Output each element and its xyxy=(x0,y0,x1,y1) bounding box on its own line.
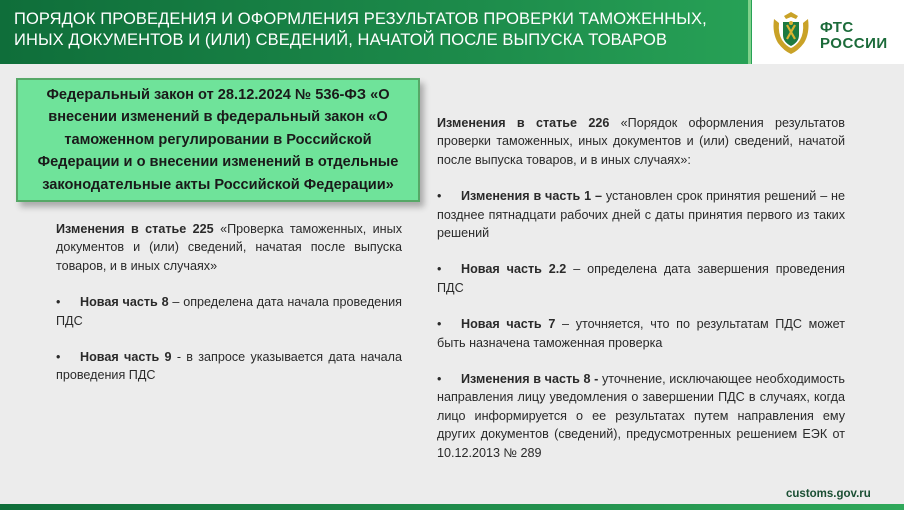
list-item-text: – уточняется, что по результатам ПДС может быть назначена таможенная проверка xyxy=(437,317,845,350)
list-item xyxy=(437,187,845,242)
article-225-intro xyxy=(56,220,402,275)
header-banner xyxy=(0,0,752,64)
bullet: • xyxy=(56,350,61,365)
list-item-heading: Изменения в часть 8 - xyxy=(461,372,599,387)
logo-text xyxy=(820,20,888,52)
fts-logo xyxy=(752,0,904,64)
article-226-section xyxy=(437,114,845,462)
bullet: • xyxy=(437,189,442,204)
list-item-heading: Новая часть 7 xyxy=(461,317,556,332)
logo-line-2: РОССИИ xyxy=(820,35,888,52)
article-226-intro xyxy=(437,114,845,169)
list-item xyxy=(437,370,845,462)
bullet: • xyxy=(437,262,442,277)
page-title: ПОРЯДОК ПРОВЕДЕНИЯ И ОФОРМЛЕНИЯ РЕЗУЛЬТАТОВ ПРОВЕРКИ ТАМОЖЕННЫХ, ИНЫХ ДОКУМЕНТОВ И (ИЛИ) СВЕДЕНИЙ, НАЧАТОЙ ПОСЛЕ ВЫПУСКА ТОВАРОВ xyxy=(14,10,707,49)
list-item xyxy=(56,348,402,385)
article-226-heading: Изменения в статье 226 xyxy=(437,116,610,130)
footer-bar xyxy=(0,504,904,510)
law-title-box xyxy=(16,78,420,202)
logo-line-1: ФТС xyxy=(820,19,854,36)
bullet: • xyxy=(437,372,442,387)
list-item-text: - в запросе указывается дата начала проведения ПДС xyxy=(56,350,402,383)
fts-emblem-icon xyxy=(770,9,812,55)
list-item xyxy=(437,260,845,297)
list-item xyxy=(56,293,402,330)
list-item-text: – определена дата завершения проведения ПДС xyxy=(437,262,845,295)
article-226-description: «Порядок оформления результатов проверки таможенных, иных документов и (или) сведений, начатой после выпуска товаров, и в иных случаях»: xyxy=(437,116,845,167)
list-item-heading: Новая часть 9 xyxy=(80,350,172,365)
list-item-heading: Изменения в часть 1 – xyxy=(461,189,602,204)
list-item-text: установлен срок принятия решений – не позднее пятнадцати рабочих дней с даты принятия первого из таких решений xyxy=(437,189,845,241)
header-divider xyxy=(748,0,751,64)
list-item-text: уточнение, исключающее необходимость направления лицу уведомления о завершении ПДС в случаях, когда лицо информируется о ее результатах путем направления ему других документов (сведений), предусмотренных решением ЕЭК от 10.12.2013 № 289 xyxy=(437,372,845,460)
article-225-heading: Изменения в статье 225 xyxy=(56,222,214,236)
bullet: • xyxy=(437,317,442,332)
article-225-description: «Проверка таможенных, иных документов и (или) сведений, начатая после выпуска товаров, и в иных случаях» xyxy=(56,222,402,273)
bullet: • xyxy=(56,295,61,310)
footer-site-link[interactable]: customs.gov.ru xyxy=(786,488,871,500)
list-item xyxy=(437,315,845,352)
list-item-heading: Новая часть 2.2 xyxy=(461,262,567,277)
list-item-text: – определена дата начала проведения ПДС xyxy=(56,295,402,328)
list-item-heading: Новая часть 8 xyxy=(80,295,169,310)
law-title: Федеральный закон от 28.12.2024 № 536-ФЗ «О внесении изменений в федеральный закон «О таможенном регулировании в Российской Федерации и о внесении изменений в отдельные законодательные акты Российской Федерации» xyxy=(37,86,399,193)
article-225-section xyxy=(56,220,402,385)
